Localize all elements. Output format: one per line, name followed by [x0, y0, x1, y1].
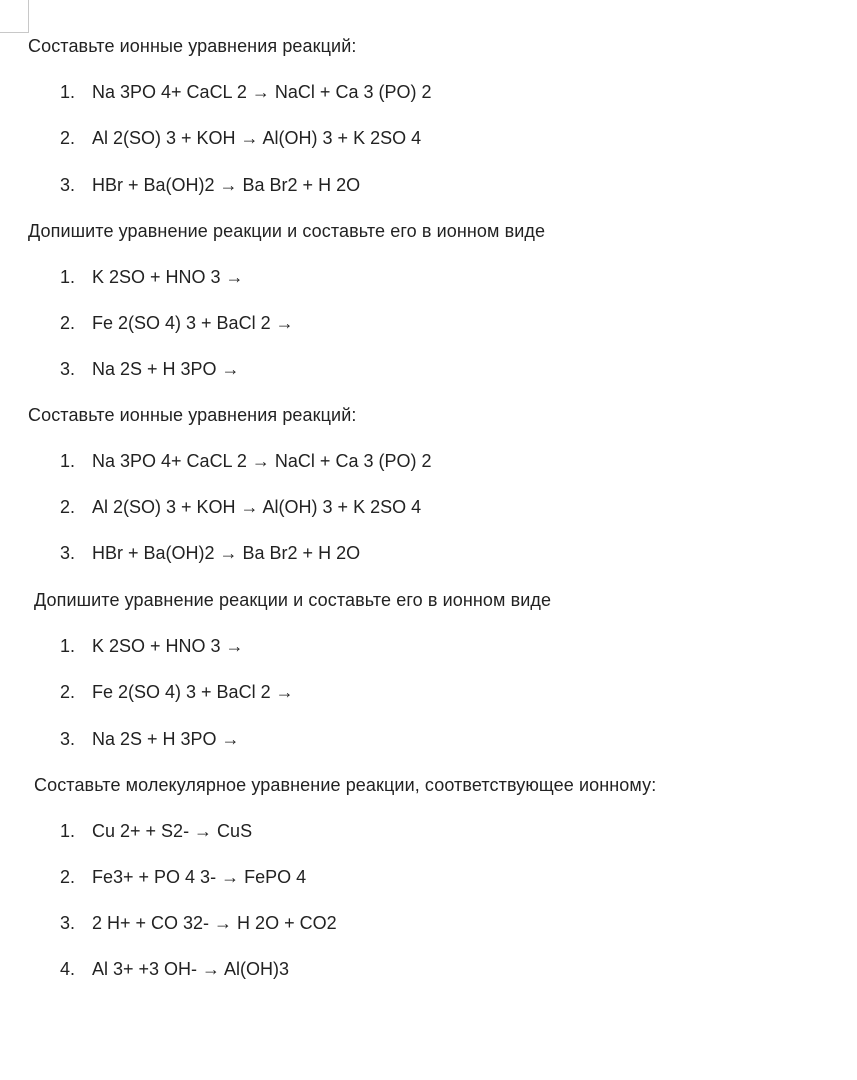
item-number: 3. — [60, 543, 76, 563]
item-number: 3. — [60, 729, 76, 749]
equation-text: Na 3PO 4+ CaCL 2 → NaCl + Ca 3 (PO) 2 — [92, 451, 432, 471]
section-3-heading: Составьте ионные уравнения реакций: — [28, 405, 357, 425]
section-4-item-1 — [60, 635, 244, 657]
section-2-item-1 — [60, 266, 244, 288]
section-4-item-2 — [60, 681, 294, 703]
section-5-heading: Составьте молекулярное уравнение реакции, соответствующее ионному: — [34, 775, 657, 795]
item-number: 1. — [60, 636, 76, 656]
equation-text: 2 H+ + CO 32- → H 2O + CO2 — [92, 913, 337, 933]
item-number: 3. — [60, 175, 76, 195]
item-number: 3. — [60, 913, 76, 933]
equation-text: Cu 2+ + S2- → CuS — [92, 821, 253, 841]
equation-text: HBr + Ba(OH)2 → Ba Br2 + H 2O — [92, 175, 361, 195]
equation-text: Al 2(SO) 3 + KOH → Al(OH) 3 + K 2SO 4 — [92, 128, 422, 148]
equation-text: Na 2S + H 3PO → — [92, 359, 240, 379]
equation-text: Al 3+ +3 OH- → Al(OH)3 — [92, 959, 290, 979]
section-2-item-3 — [60, 358, 240, 380]
section-3-item-1 — [60, 450, 431, 472]
item-number: 2. — [60, 128, 76, 148]
section-4-item-3 — [60, 728, 240, 750]
section-1-item-1 — [60, 81, 431, 103]
item-number: 2. — [60, 867, 76, 887]
equation-text: Na 3PO 4+ CaCL 2 → NaCl + Ca 3 (PO) 2 — [92, 82, 432, 102]
section-5-item-2 — [60, 866, 306, 888]
equation-text: Na 2S + H 3PO → — [92, 729, 240, 749]
item-number: 1. — [60, 82, 76, 102]
section-3-item-3 — [60, 542, 360, 564]
section-5-item-1 — [60, 820, 252, 842]
equation-text: K 2SO + HNO 3 → — [92, 267, 244, 287]
item-number: 2. — [60, 682, 76, 702]
item-number: 1. — [60, 267, 76, 287]
item-number: 4. — [60, 959, 76, 979]
section-4-heading: Допишите уравнение реакции и составьте его в ионном виде — [34, 590, 552, 610]
section-2-heading: Допишите уравнение реакции и составьте его в ионном виде — [28, 221, 546, 241]
section-5-item-4 — [60, 958, 289, 980]
section-1-heading: Составьте ионные уравнения реакций: — [28, 36, 357, 56]
equation-text: Al 2(SO) 3 + KOH → Al(OH) 3 + K 2SO 4 — [92, 497, 422, 517]
equation-text: Fe3+ + PO 4 3- → FePO 4 — [92, 867, 307, 887]
item-number: 1. — [60, 451, 76, 471]
section-1-item-2 — [60, 127, 421, 149]
section-1-item-3 — [60, 174, 360, 196]
item-number: 3. — [60, 359, 76, 379]
equation-text: HBr + Ba(OH)2 → Ba Br2 + H 2O — [92, 543, 361, 563]
section-2-item-2 — [60, 312, 294, 334]
section-5-item-3 — [60, 912, 337, 934]
equation-text: Fe 2(SO 4) 3 + BaCl 2 → — [92, 682, 294, 702]
section-3-item-2 — [60, 496, 421, 518]
equation-text: Fe 2(SO 4) 3 + BaCl 2 → — [92, 313, 294, 333]
equation-text: K 2SO + HNO 3 → — [92, 636, 244, 656]
item-number: 2. — [60, 313, 76, 333]
page-corner-mark — [0, 0, 29, 33]
item-number: 1. — [60, 821, 76, 841]
item-number: 2. — [60, 497, 76, 517]
